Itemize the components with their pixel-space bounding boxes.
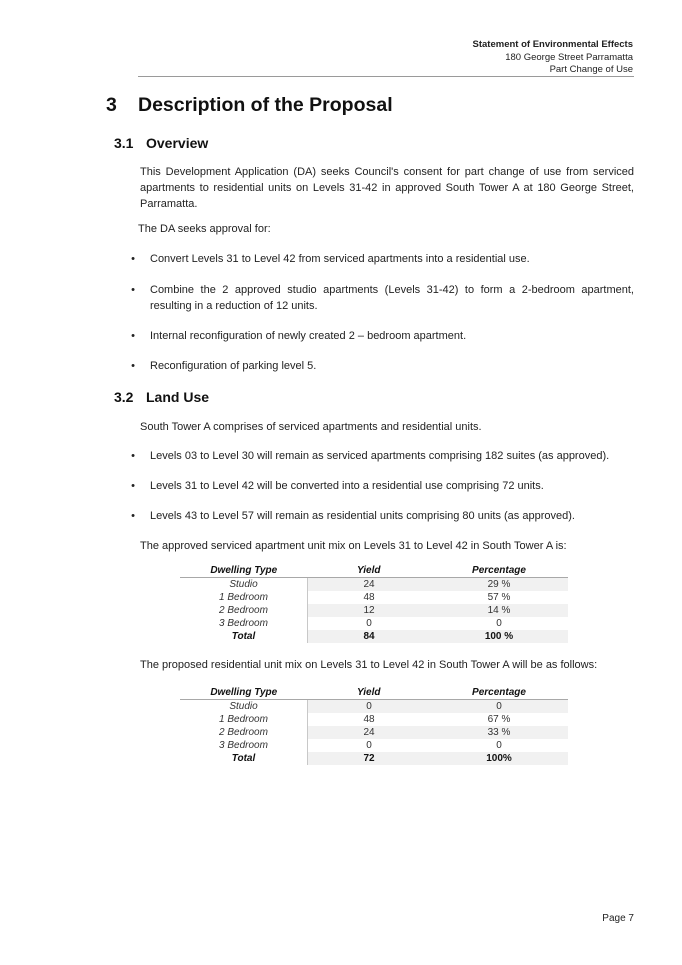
land-use-number: 3.2 — [114, 389, 134, 405]
section-number: 3 — [106, 94, 117, 116]
table-row: 3 Bedroom 0 0 — [180, 617, 568, 630]
overview-title: Overview — [146, 135, 209, 151]
header-address: 180 George Street Parramatta — [505, 51, 633, 63]
running-header — [473, 39, 633, 77]
list-item: • Reconfiguration of parking level 5. — [126, 358, 634, 374]
table-row: 2 Bedroom 12 14 % — [180, 604, 568, 617]
bullet-icon: • — [131, 450, 135, 462]
table-row: 1 Bedroom 48 57 % — [180, 591, 568, 604]
land-use-intro: South Tower A comprises of serviced apartments and residential units. — [140, 421, 482, 433]
column-header: Dwelling Type — [180, 686, 308, 700]
header-subtitle: Part Change of Use — [549, 64, 633, 75]
section-title: Description of the Proposal — [138, 94, 393, 116]
table-row: 2 Bedroom 24 33 % — [180, 726, 568, 739]
list-item: • Internal reconfiguration of newly created 2 – bedroom apartment. — [126, 328, 634, 344]
header-title: Statement of Environmental Effects — [472, 39, 633, 50]
bullet-icon: • — [131, 360, 135, 372]
list-item: • Convert Levels 31 to Level 42 from serviced apartments into a residential use. — [126, 251, 634, 267]
table-row: Studio 0 0 — [180, 700, 568, 714]
approved-unit-mix-table — [180, 564, 568, 643]
bullet-icon: • — [131, 510, 135, 522]
table-row: 1 Bedroom 48 67 % — [180, 713, 568, 726]
column-header: Percentage — [430, 686, 568, 700]
column-header: Yield — [308, 686, 431, 700]
column-header: Yield — [308, 564, 431, 578]
overview-number: 3.1 — [114, 135, 134, 151]
bullet-icon: • — [131, 330, 135, 342]
header-divider — [138, 76, 634, 77]
column-header: Percentage — [430, 564, 568, 578]
bullet-icon: • — [131, 480, 135, 492]
proposed-caption: The proposed residential unit mix on Levels 31 to Level 42 in South Tower A will be as follows: — [140, 659, 598, 671]
bullet-icon: • — [131, 284, 135, 296]
overview-intro: This Development Application (DA) seeks Council's consent for part change of use from serviced apartments to residential units on Levels 31-42 in approved South Tower A at 180 George Street, Parramatta. — [140, 166, 634, 210]
overview-lead: The DA seeks approval for: — [138, 223, 271, 235]
table-header-row — [180, 686, 568, 700]
table-total-row: Total 84 100 % — [180, 630, 568, 643]
land-use-heading — [114, 389, 209, 405]
land-use-title: Land Use — [146, 389, 210, 405]
list-item: • Levels 43 to Level 57 will remain as residential units comprising 80 units (as approved). — [126, 508, 634, 524]
list-item: • Levels 31 to Level 42 will be converted into a residential use comprising 72 units. — [126, 478, 634, 494]
section-heading — [106, 94, 393, 117]
list-item: • Combine the 2 approved studio apartments (Levels 31-42) to form a 2-bedroom apartment, resulting in a reduction of 12 units. — [126, 282, 634, 314]
overview-heading — [114, 135, 208, 151]
table-total-row: Total 72 100% — [180, 752, 568, 765]
table-row: Studio 24 29 % — [180, 578, 568, 592]
table-row: 3 Bedroom 0 0 — [180, 739, 568, 752]
page-number: Page 7 — [602, 913, 634, 924]
bullet-icon: • — [131, 253, 135, 265]
table-header-row — [180, 564, 568, 578]
column-header: Dwelling Type — [180, 564, 308, 578]
proposed-unit-mix-table — [180, 686, 568, 765]
approved-caption: The approved serviced apartment unit mix on Levels 31 to Level 42 in South Tower A is: — [140, 540, 567, 552]
list-item: • Levels 03 to Level 30 will remain as serviced apartments comprising 182 suites (as approved). — [126, 448, 634, 464]
